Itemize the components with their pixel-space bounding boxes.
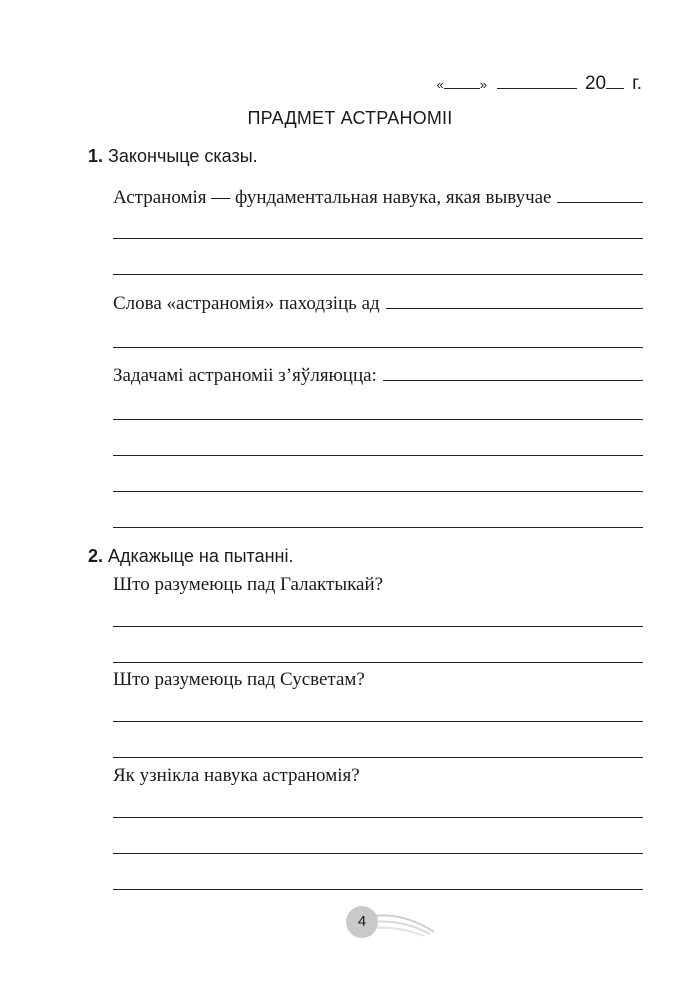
answer-line[interactable]: [113, 347, 643, 348]
answer-line[interactable]: [113, 419, 643, 420]
answer-line[interactable]: [113, 274, 643, 275]
answer-line[interactable]: [113, 491, 643, 492]
page-title: ПРАДМЕТ АСТРАНОМІІ: [247, 108, 453, 128]
year-suffix: г.: [632, 73, 642, 94]
question-1: Што разумеюць пад Галактыкай?: [113, 574, 384, 595]
answer-line[interactable]: [386, 307, 643, 309]
task-1-instruction: Закончыце сказы.: [108, 146, 258, 166]
answer-line[interactable]: [113, 238, 643, 239]
task-2-heading: [88, 546, 294, 567]
sentence-1: Астраномія — фундаментальная навука, якая вывучае: [113, 187, 552, 208]
question-3: Як узнікла навука астраномія?: [113, 765, 360, 786]
answer-line[interactable]: [113, 721, 643, 722]
answer-line[interactable]: [113, 527, 643, 528]
quote-close: »: [479, 77, 487, 92]
sentence-1-row: [113, 187, 643, 209]
answer-line[interactable]: [113, 455, 643, 456]
year-prefix: 20: [584, 73, 607, 94]
sentence-2-row: [113, 293, 643, 315]
sentence-3-row: [113, 365, 643, 387]
answer-line[interactable]: [113, 626, 643, 627]
question-2: Што разумеюць пад Сусветам?: [113, 669, 365, 690]
sentence-3: Задачамі астраноміі з’яўляюцца:: [113, 365, 377, 386]
quote-open: «: [436, 77, 444, 92]
year-blank[interactable]: [606, 87, 624, 89]
task-2-number: 2.: [88, 546, 104, 566]
task-2-instruction: Адкажыце на пытанні.: [108, 546, 294, 566]
answer-line[interactable]: [383, 379, 643, 381]
swoosh-icon: [370, 908, 436, 938]
page-number: 4: [346, 906, 378, 938]
sentence-2: Слова «астраномія» паходзіць ад: [113, 293, 380, 314]
day-blank[interactable]: [444, 87, 480, 89]
answer-line[interactable]: [113, 662, 643, 663]
month-blank[interactable]: [497, 87, 577, 89]
answer-line[interactable]: [557, 201, 643, 203]
answer-line[interactable]: [113, 757, 643, 758]
answer-line[interactable]: [113, 817, 643, 818]
date-line: [437, 73, 643, 95]
answer-line[interactable]: [113, 889, 643, 890]
answer-line[interactable]: [113, 853, 643, 854]
task-1-heading: [88, 146, 258, 167]
task-1-number: 1.: [88, 146, 104, 166]
